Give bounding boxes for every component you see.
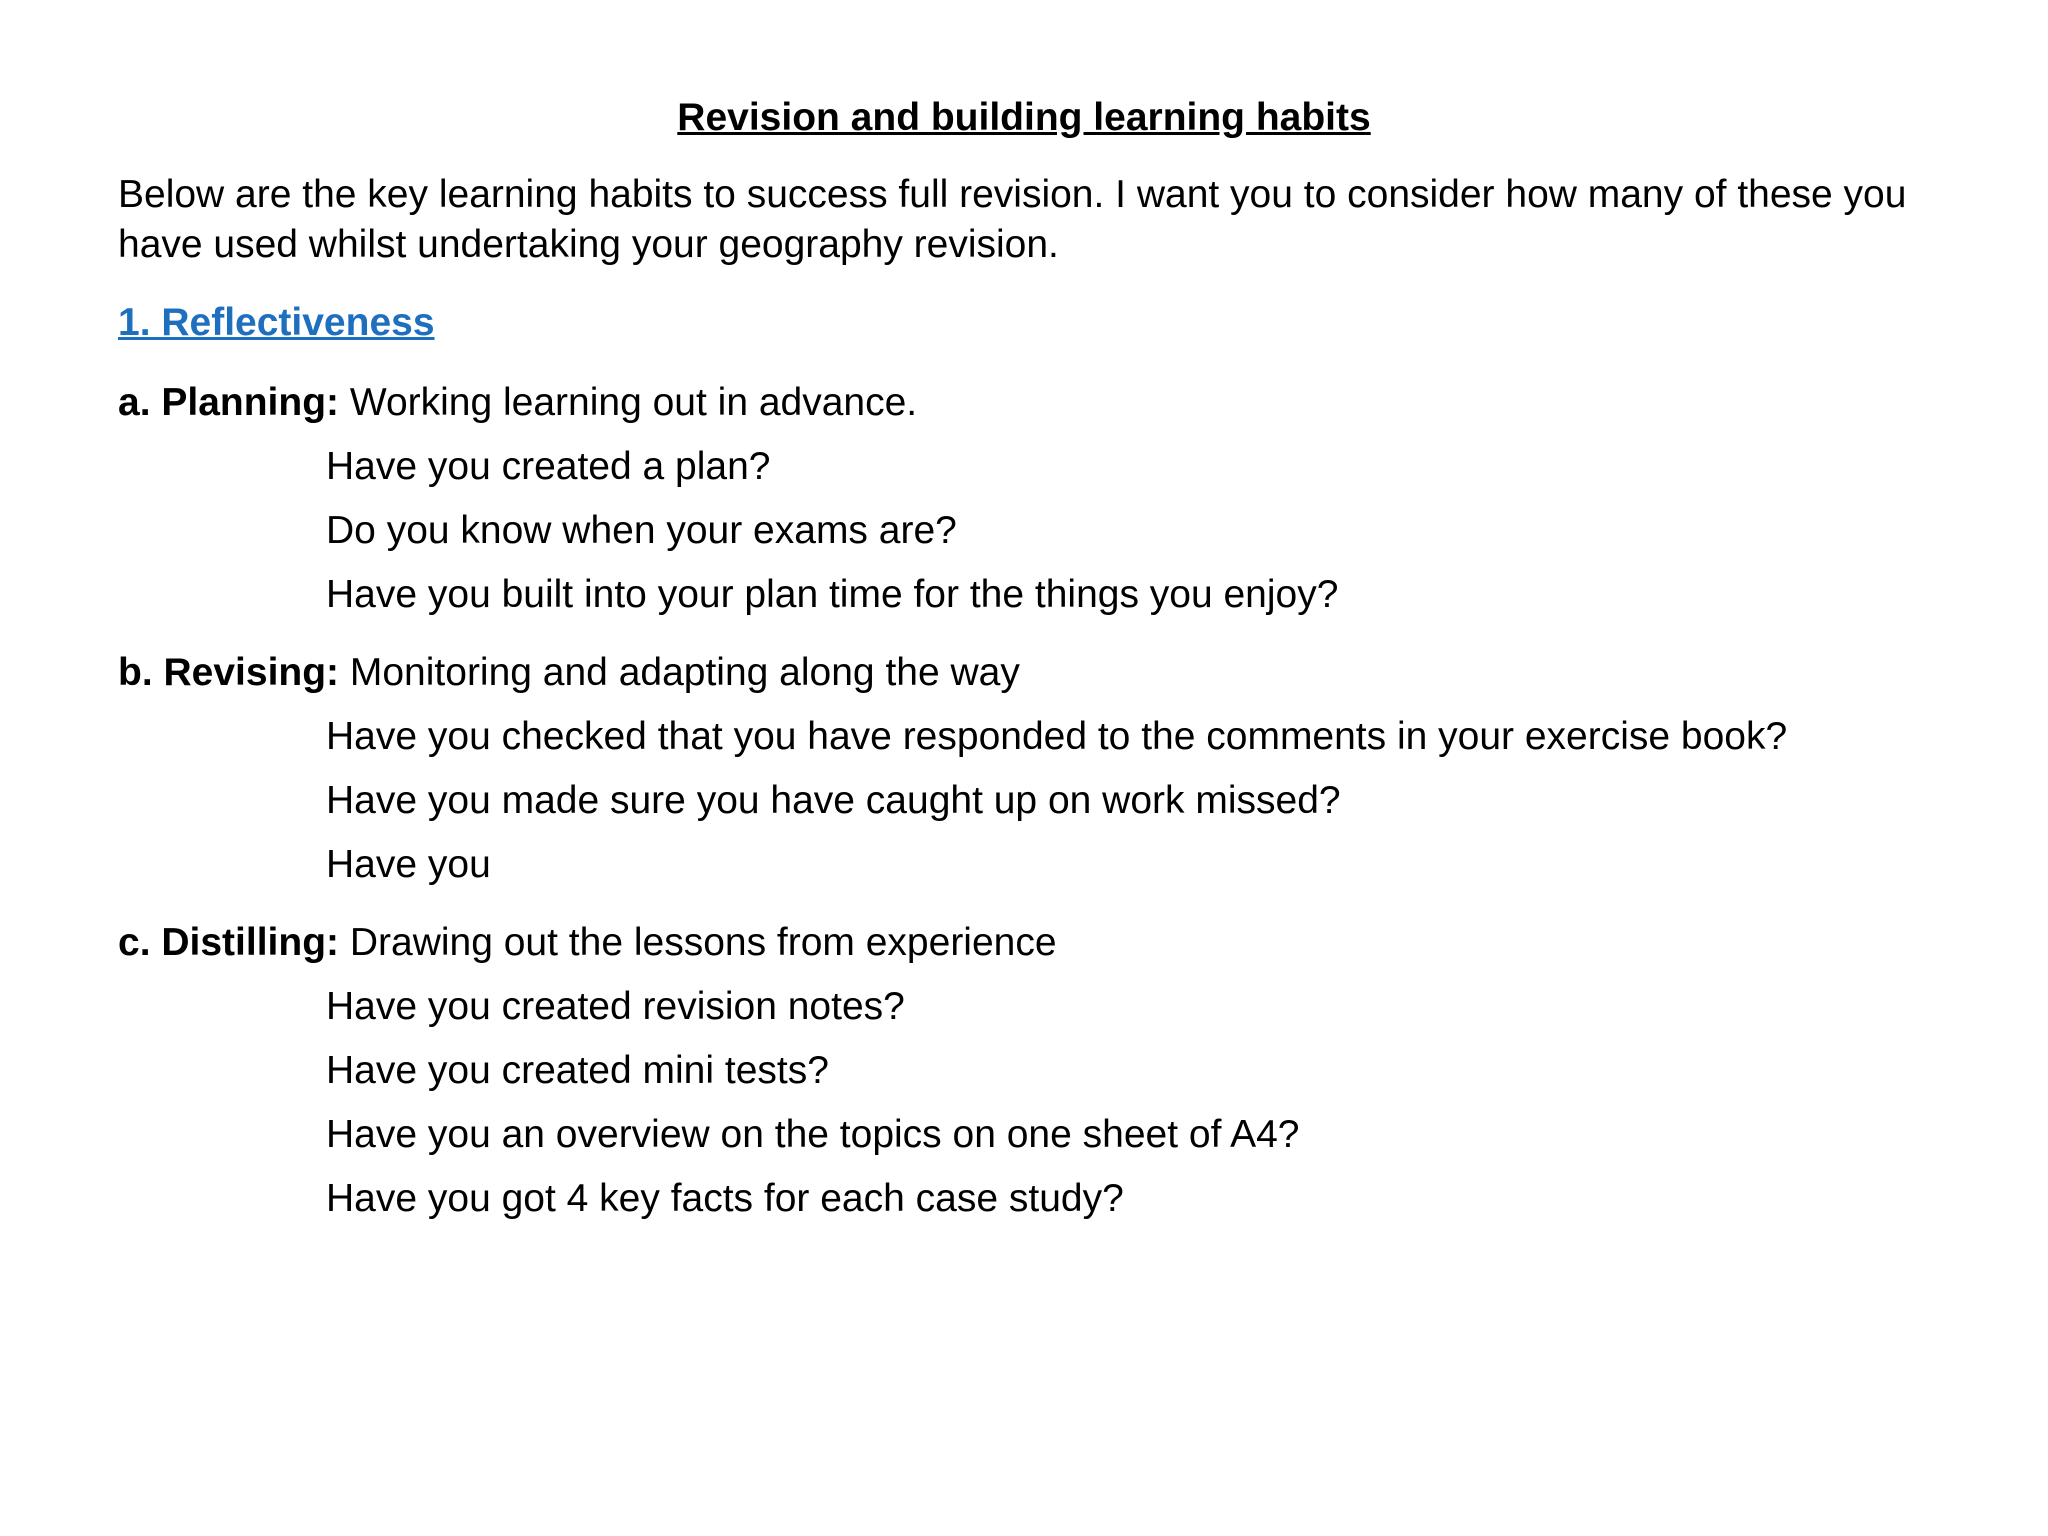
distilling-heading (118, 918, 1057, 968)
revising-question-3: Have you (326, 843, 491, 886)
distilling-description: Drawing out the lessons from experience (339, 921, 1057, 964)
document-title: Revision and building learning habits (677, 96, 1371, 139)
revising-label: b. Revising: (118, 651, 340, 694)
distilling-question-4: Have you got 4 key facts for each case study? (326, 1177, 1124, 1220)
distilling-question-2: Have you created mini tests? (326, 1049, 829, 1092)
planning-label: a. Planning: (118, 381, 340, 424)
intro-paragraph: Below are the key learning habits to success full revision. I want you to consider how many of these you have used whilst undertaking your geography revision. (118, 173, 1907, 266)
revising-question-1: Have you checked that you have responded to the comments in your exercise book? (326, 715, 1788, 758)
planning-question-3: Have you built into your plan time for the things you enjoy? (326, 573, 1339, 616)
revising-question-2: Have you made sure you have caught up on work missed? (326, 779, 1341, 822)
planning-heading (118, 378, 917, 428)
revising-description: Monitoring and adapting along the way (339, 651, 1020, 694)
planning-description: Working learning out in advance. (339, 381, 918, 424)
revising-heading (118, 648, 1020, 698)
distilling-question-1: Have you created revision notes? (326, 985, 905, 1028)
planning-question-1: Have you created a plan? (326, 445, 771, 488)
distilling-label: c. Distilling: (118, 921, 340, 964)
section-heading-reflectiveness: 1. Reflectiveness (118, 301, 435, 344)
planning-question-2: Do you know when your exams are? (326, 509, 957, 552)
distilling-question-3: Have you an overview on the topics on one sheet of A4? (326, 1113, 1300, 1156)
